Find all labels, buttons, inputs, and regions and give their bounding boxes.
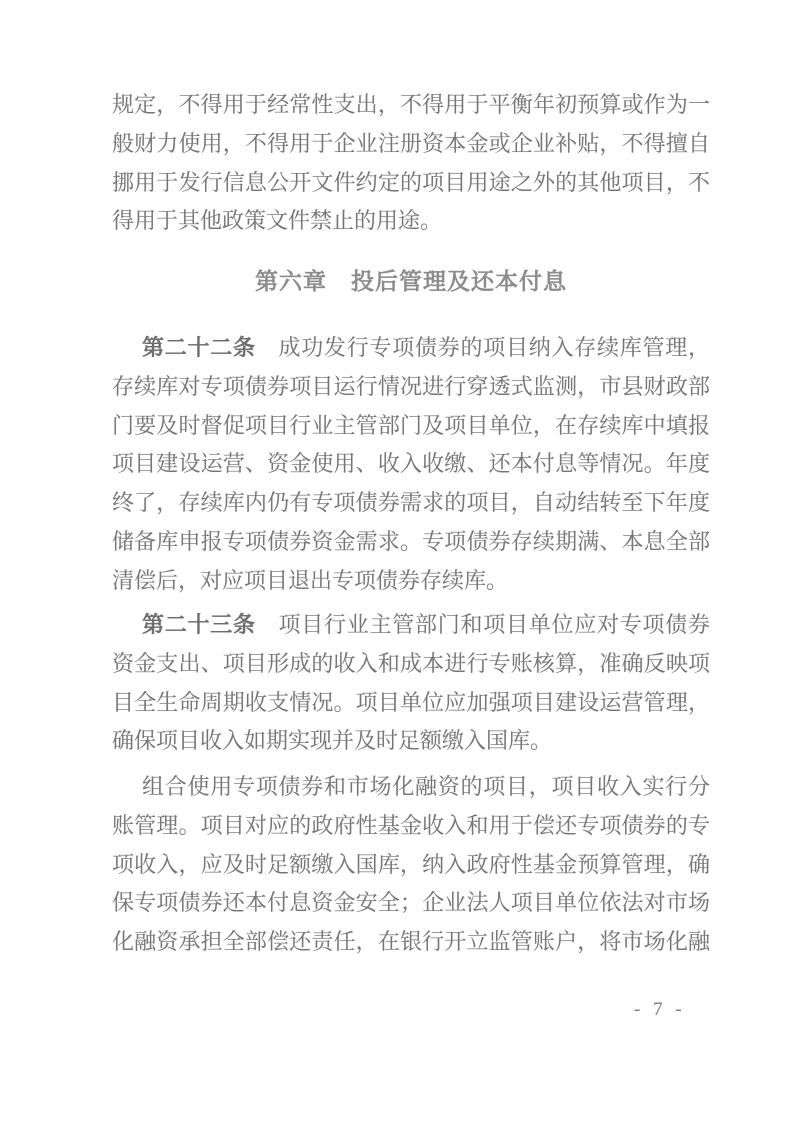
paragraph-continuation <box>112 86 710 241</box>
text-line <box>112 606 710 645</box>
text-line: 存续库对专项债券项目运行情况进行穿透式监测，市县财政部 <box>112 373 710 399</box>
page-number: - 7 - <box>634 999 686 1020</box>
text-line: 般财力使用，不得用于企业注册资本金或企业补贴，不得擅自 <box>112 130 710 156</box>
text-line: 项收入，应及时足额缴入国库，纳入政府性基金预算管理，确 <box>112 851 710 877</box>
article-23-label: 第二十三条 <box>142 612 256 637</box>
text-line: 目全生命周期收支情况。项目单位应加强项目建设运营管理， <box>112 689 710 715</box>
text-line: 资金支出、项目形成的收入和成本进行专账核算，准确反映项 <box>112 650 710 676</box>
text-line: 门要及时督促项目行业主管部门及项目单位，在存续库中填报 <box>112 412 710 438</box>
chapter-heading: 第六章 投后管理及还本付息 <box>255 269 567 294</box>
text-line: 组合使用专项债券和市场化融资的项目，项目收入实行分 <box>142 774 710 799</box>
text-line: 终了，存续库内仍有专项债券需求的项目，自动结转至下年度 <box>112 490 710 515</box>
text-line: 确保项目收入如期实现并及时足额缴入国库。 <box>112 728 553 754</box>
combined-financing-paragraph <box>112 768 710 962</box>
text-line: 挪用于发行信息公开文件约定的项目用途之外的其他项目，不 <box>112 169 710 195</box>
text-line: 得用于其他政策文件禁止的用途。 <box>112 208 443 234</box>
article-22-paragraph <box>112 329 710 600</box>
text-line: 清偿后，对应项目退出专项债券存续库。 <box>112 567 509 593</box>
article-23-paragraph <box>112 606 710 761</box>
text-line: 规定，不得用于经常性支出，不得用于平衡年初预算或作为一 <box>112 92 710 117</box>
text-line-rest: 项目行业主管部门和项目单位应对专项债券 <box>255 612 710 637</box>
article-22-label: 第二十二条 <box>142 335 256 360</box>
text-line: 化融资承担全部偿还责任，在银行开立监管账户，将市场化融 <box>112 929 710 954</box>
text-line: 保专项债券还本付息资金安全；企业法人项目单位依法对市场 <box>112 890 710 916</box>
text-line: 项目建设运营、资金使用、收入收缴、还本付息等情况。年度 <box>112 451 710 477</box>
text-line: 账管理。项目对应的政府性基金收入和用于偿还专项债券的专 <box>112 812 710 838</box>
text-line-rest: 成功发行专项债券的项目纳入存续库管理， <box>255 335 710 360</box>
text-line <box>112 329 710 368</box>
text-line: 储备库申报专项债券资金需求。专项债券存续期满、本息全部 <box>112 528 710 554</box>
